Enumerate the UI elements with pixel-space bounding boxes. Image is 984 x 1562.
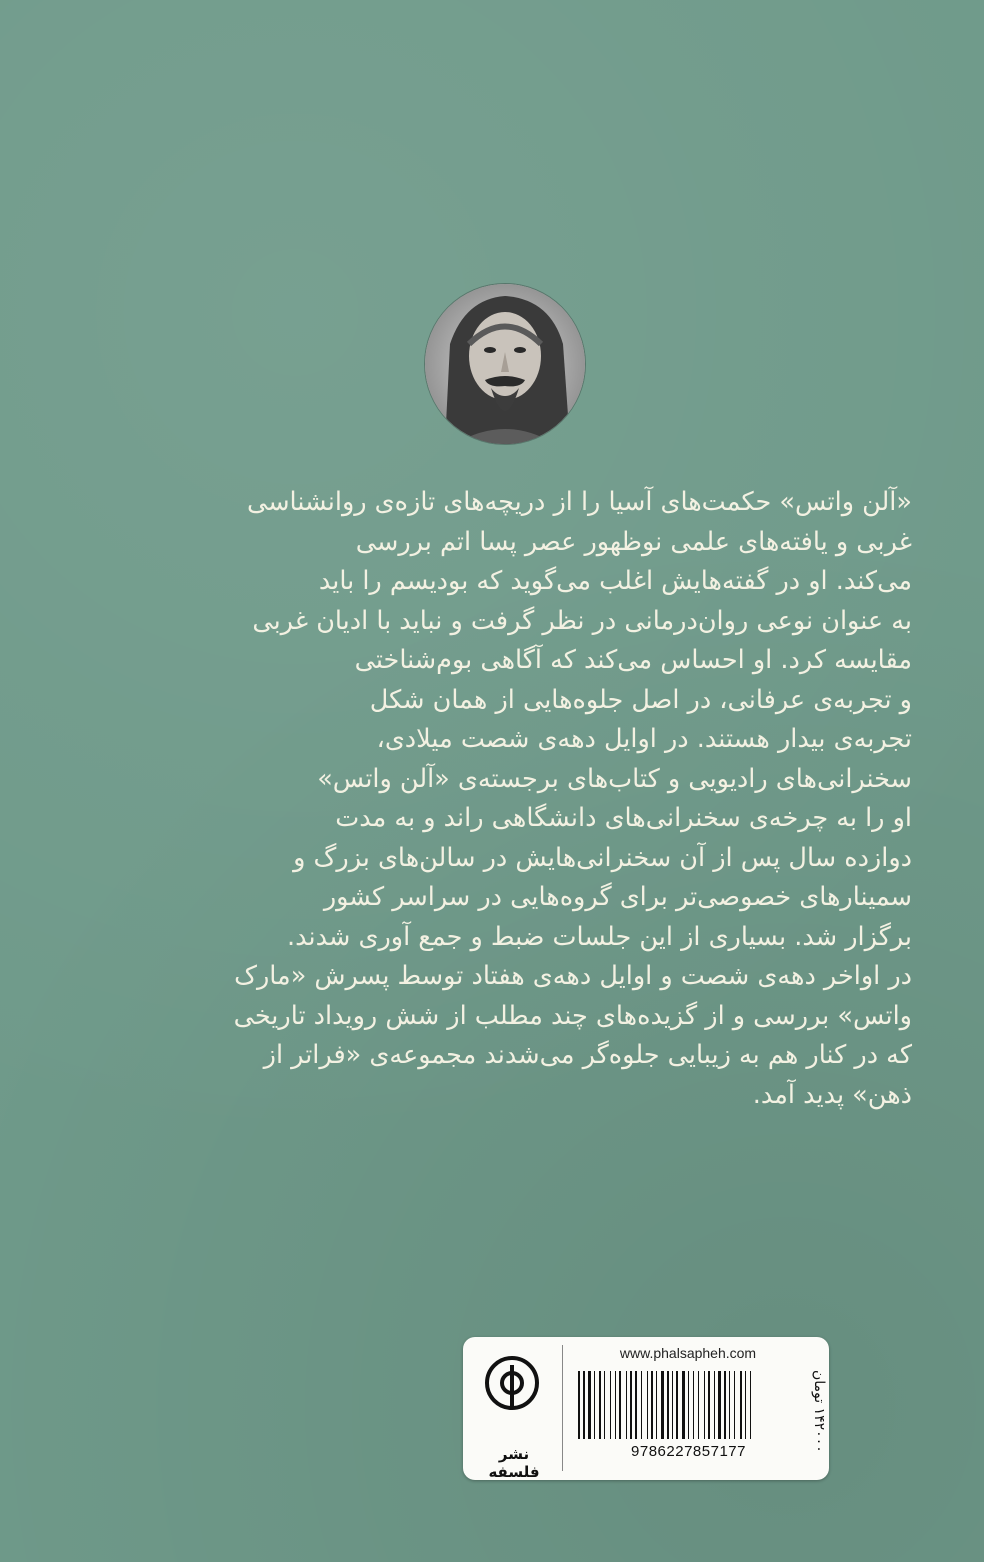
barcode-bar xyxy=(750,1371,751,1439)
barcode-bar xyxy=(594,1371,595,1439)
barcode-bar xyxy=(698,1371,699,1439)
barcode-bar xyxy=(745,1371,746,1439)
description-line: غربی و یافته‌های علمی نوظهور عصر پسا اتم بررسی xyxy=(355,526,912,557)
barcode-bar xyxy=(615,1371,616,1439)
barcode-bar xyxy=(734,1371,735,1439)
description-line: و تجربه‌ی عرفانی، در اصل جلوه‌هایی از همان شکل xyxy=(369,684,912,715)
description-line: او را به چرخه‌ی سخنرانی‌های دانشگاهی راند و به مدت xyxy=(335,803,912,833)
description-line: که در کنار هم به زیبایی جلوه‌گر می‌شدند مجموعه‌ی «فراتر از xyxy=(263,1040,912,1070)
barcode-bar xyxy=(619,1371,621,1439)
barcode-bar xyxy=(626,1371,627,1439)
barcode-bar xyxy=(667,1371,669,1439)
book-description xyxy=(178,483,912,1115)
barcode-bar xyxy=(704,1371,705,1439)
barcode-bar xyxy=(610,1371,611,1439)
barcode-bar xyxy=(661,1371,664,1439)
barcode-bar xyxy=(583,1371,585,1439)
barcode-bar xyxy=(672,1371,673,1439)
barcode-bar xyxy=(604,1371,605,1439)
barcode-bar xyxy=(693,1371,694,1439)
phalsapheh-logo-icon xyxy=(485,1353,539,1441)
label-divider xyxy=(562,1345,563,1471)
description-line: واتس» بررسی و از گزیده‌های چند مطلب از شش رویداد تاریخی xyxy=(233,1000,912,1031)
description-line: می‌کند. او در گفته‌هایش اغلب می‌گوید که بودیسم را باید xyxy=(318,566,912,596)
description-line: برگزار شد. بسیاری از این جلسات ضبط و جمع آوری شدند. xyxy=(287,921,912,952)
barcode-bar xyxy=(635,1371,637,1439)
barcode-bar xyxy=(651,1371,653,1439)
author-portrait xyxy=(425,284,585,444)
description-line: تجربه‌ی بیدار هستند. در اوایل دهه‌ی شصت میلادی، xyxy=(376,724,912,754)
barcode-bar xyxy=(588,1371,591,1439)
description-line: ذهن» پدید آمد. xyxy=(752,1079,912,1110)
isbn-number: 9786227857177 xyxy=(631,1443,746,1460)
isbn-barcode xyxy=(576,1371,801,1441)
description-line: دوازده سال پس از آن سخنرانی‌هایش در سالن‌های بزرگ و xyxy=(293,842,912,873)
barcode-bar xyxy=(578,1371,580,1439)
barcode-bar xyxy=(599,1371,601,1439)
barcode-bar xyxy=(682,1371,685,1439)
description-line: سخنرانی‌های رادیویی و کتاب‌های برجسته‌ی «آلن واتس» xyxy=(317,763,912,794)
barcode-label xyxy=(463,1337,829,1480)
description-line: مقایسه کرد. او احساس می‌کند که آگاهی بوم‌شناختی xyxy=(354,645,912,675)
description-line: سمینارهای خصوصی‌تر برای گروه‌هایی در سراسر کشور xyxy=(323,882,912,912)
description-line: «آلن واتس» حکمت‌های آسیا را از دریچه‌های تازه‌ی روانشناسی xyxy=(246,487,912,517)
publisher-name: نشر فلسفه xyxy=(488,1445,540,1481)
barcode-bar xyxy=(718,1371,721,1439)
barcode-bar xyxy=(724,1371,726,1439)
barcode-bar xyxy=(656,1371,657,1439)
description-line: به عنوان نوعی روان‌درمانی در نظر گرفت و نباید با ادیان غربی xyxy=(252,605,912,636)
barcode-bar xyxy=(714,1371,715,1439)
barcode-bar xyxy=(676,1371,678,1439)
barcode-bar xyxy=(641,1371,642,1439)
publisher-website: www.phalsapheh.com xyxy=(619,1345,757,1361)
barcode-bar xyxy=(740,1371,742,1439)
price-text: ۱۴۲۰۰۰ تومان xyxy=(811,1369,827,1453)
barcode-bar xyxy=(688,1371,689,1439)
description-line: در اواخر دهه‌ی شصت و اوایل دهه‌ی هفتاد توسط پسرش «مارک xyxy=(234,961,912,991)
barcode-bar xyxy=(647,1371,648,1439)
barcode-bar xyxy=(729,1371,730,1439)
barcode-bar xyxy=(708,1371,710,1439)
barcode-bar xyxy=(630,1371,632,1439)
